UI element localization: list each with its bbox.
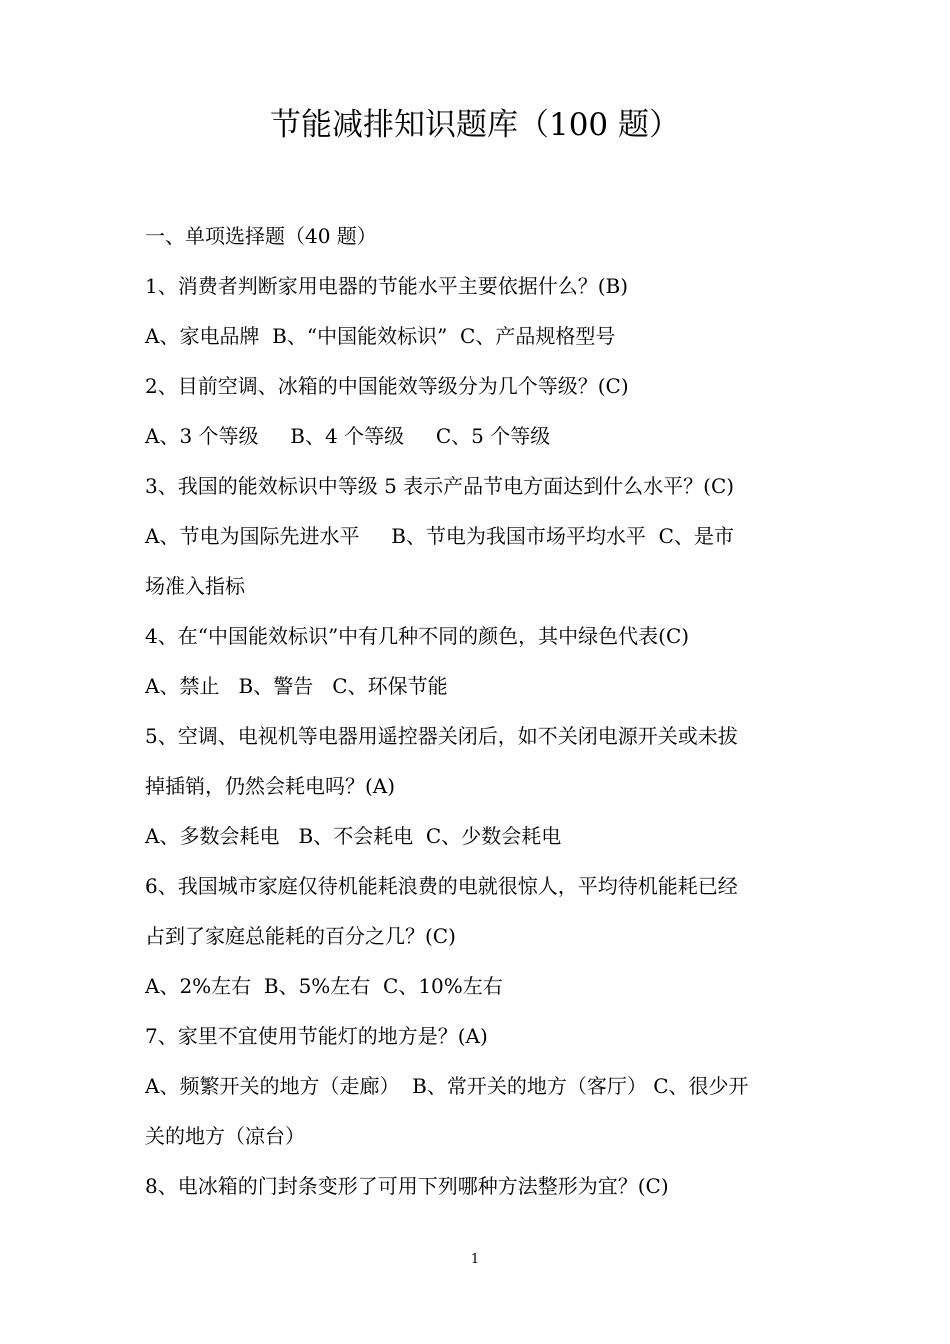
question-7: 7、家里不宜使用节能灯的地方是？(A) — [145, 1024, 488, 1048]
question-6-options: A、2%左右 B、5%左右 C、10%左右 — [145, 974, 503, 998]
question-7-options: A、频繁开关的地方（走廊） B、常开关的地方（客厅） C、很少开 — [145, 1074, 749, 1098]
question-2-options: A、3 个等级 B、4 个等级 C、5 个等级 — [145, 424, 551, 448]
section-heading: 一、单项选择题（40 题） — [145, 224, 377, 248]
question-3-options: A、节电为国际先进水平 B、节电为我国市场平均水平 C、是市 — [145, 524, 734, 548]
question-5-continued: 掉插销，仍然会耗电吗？(A) — [145, 774, 396, 798]
page-title: 节能减排知识题库（100 题） — [269, 107, 681, 143]
question-4-options: A、禁止 B、警告 C、环保节能 — [145, 674, 448, 698]
question-1-options: A、家电品牌 B、“中国能效标识” C、产品规格型号 — [145, 324, 616, 348]
question-3: 3、我国的能效标识中等级 5 表示产品节电方面达到什么水平？(C) — [145, 474, 735, 498]
question-2: 2、目前空调、冰箱的中国能效等级分为几个等级？(C) — [145, 374, 629, 398]
question-8: 8、电冰箱的门封条变形了可用下列哪种方法整形为宜？(C) — [145, 1174, 669, 1198]
question-6-continued: 占到了家庭总能耗的百分之几？(C) — [145, 924, 456, 948]
question-5-options: A、多数会耗电 B、不会耗电 C、少数会耗电 — [145, 824, 562, 848]
question-4: 4、在“中国能效标识”中有几种不同的颜色，其中绿色代表(C) — [145, 624, 690, 648]
question-3-options-continued: 场准入指标 — [145, 574, 245, 598]
question-5: 5、空调、电视机等电器用遥控器关闭后，如不关闭电源开关或未拔 — [145, 724, 738, 748]
document-body — [145, 211, 810, 1211]
question-1: 1、消费者判断家用电器的节能水平主要依据什么？(B) — [145, 274, 629, 298]
question-7-options-continued: 关的地方（凉台） — [145, 1124, 305, 1148]
page-number: 1 — [470, 1252, 480, 1267]
question-6: 6、我国城市家庭仅待机能耗浪费的电就很惊人，平均待机能耗已经 — [145, 874, 738, 898]
